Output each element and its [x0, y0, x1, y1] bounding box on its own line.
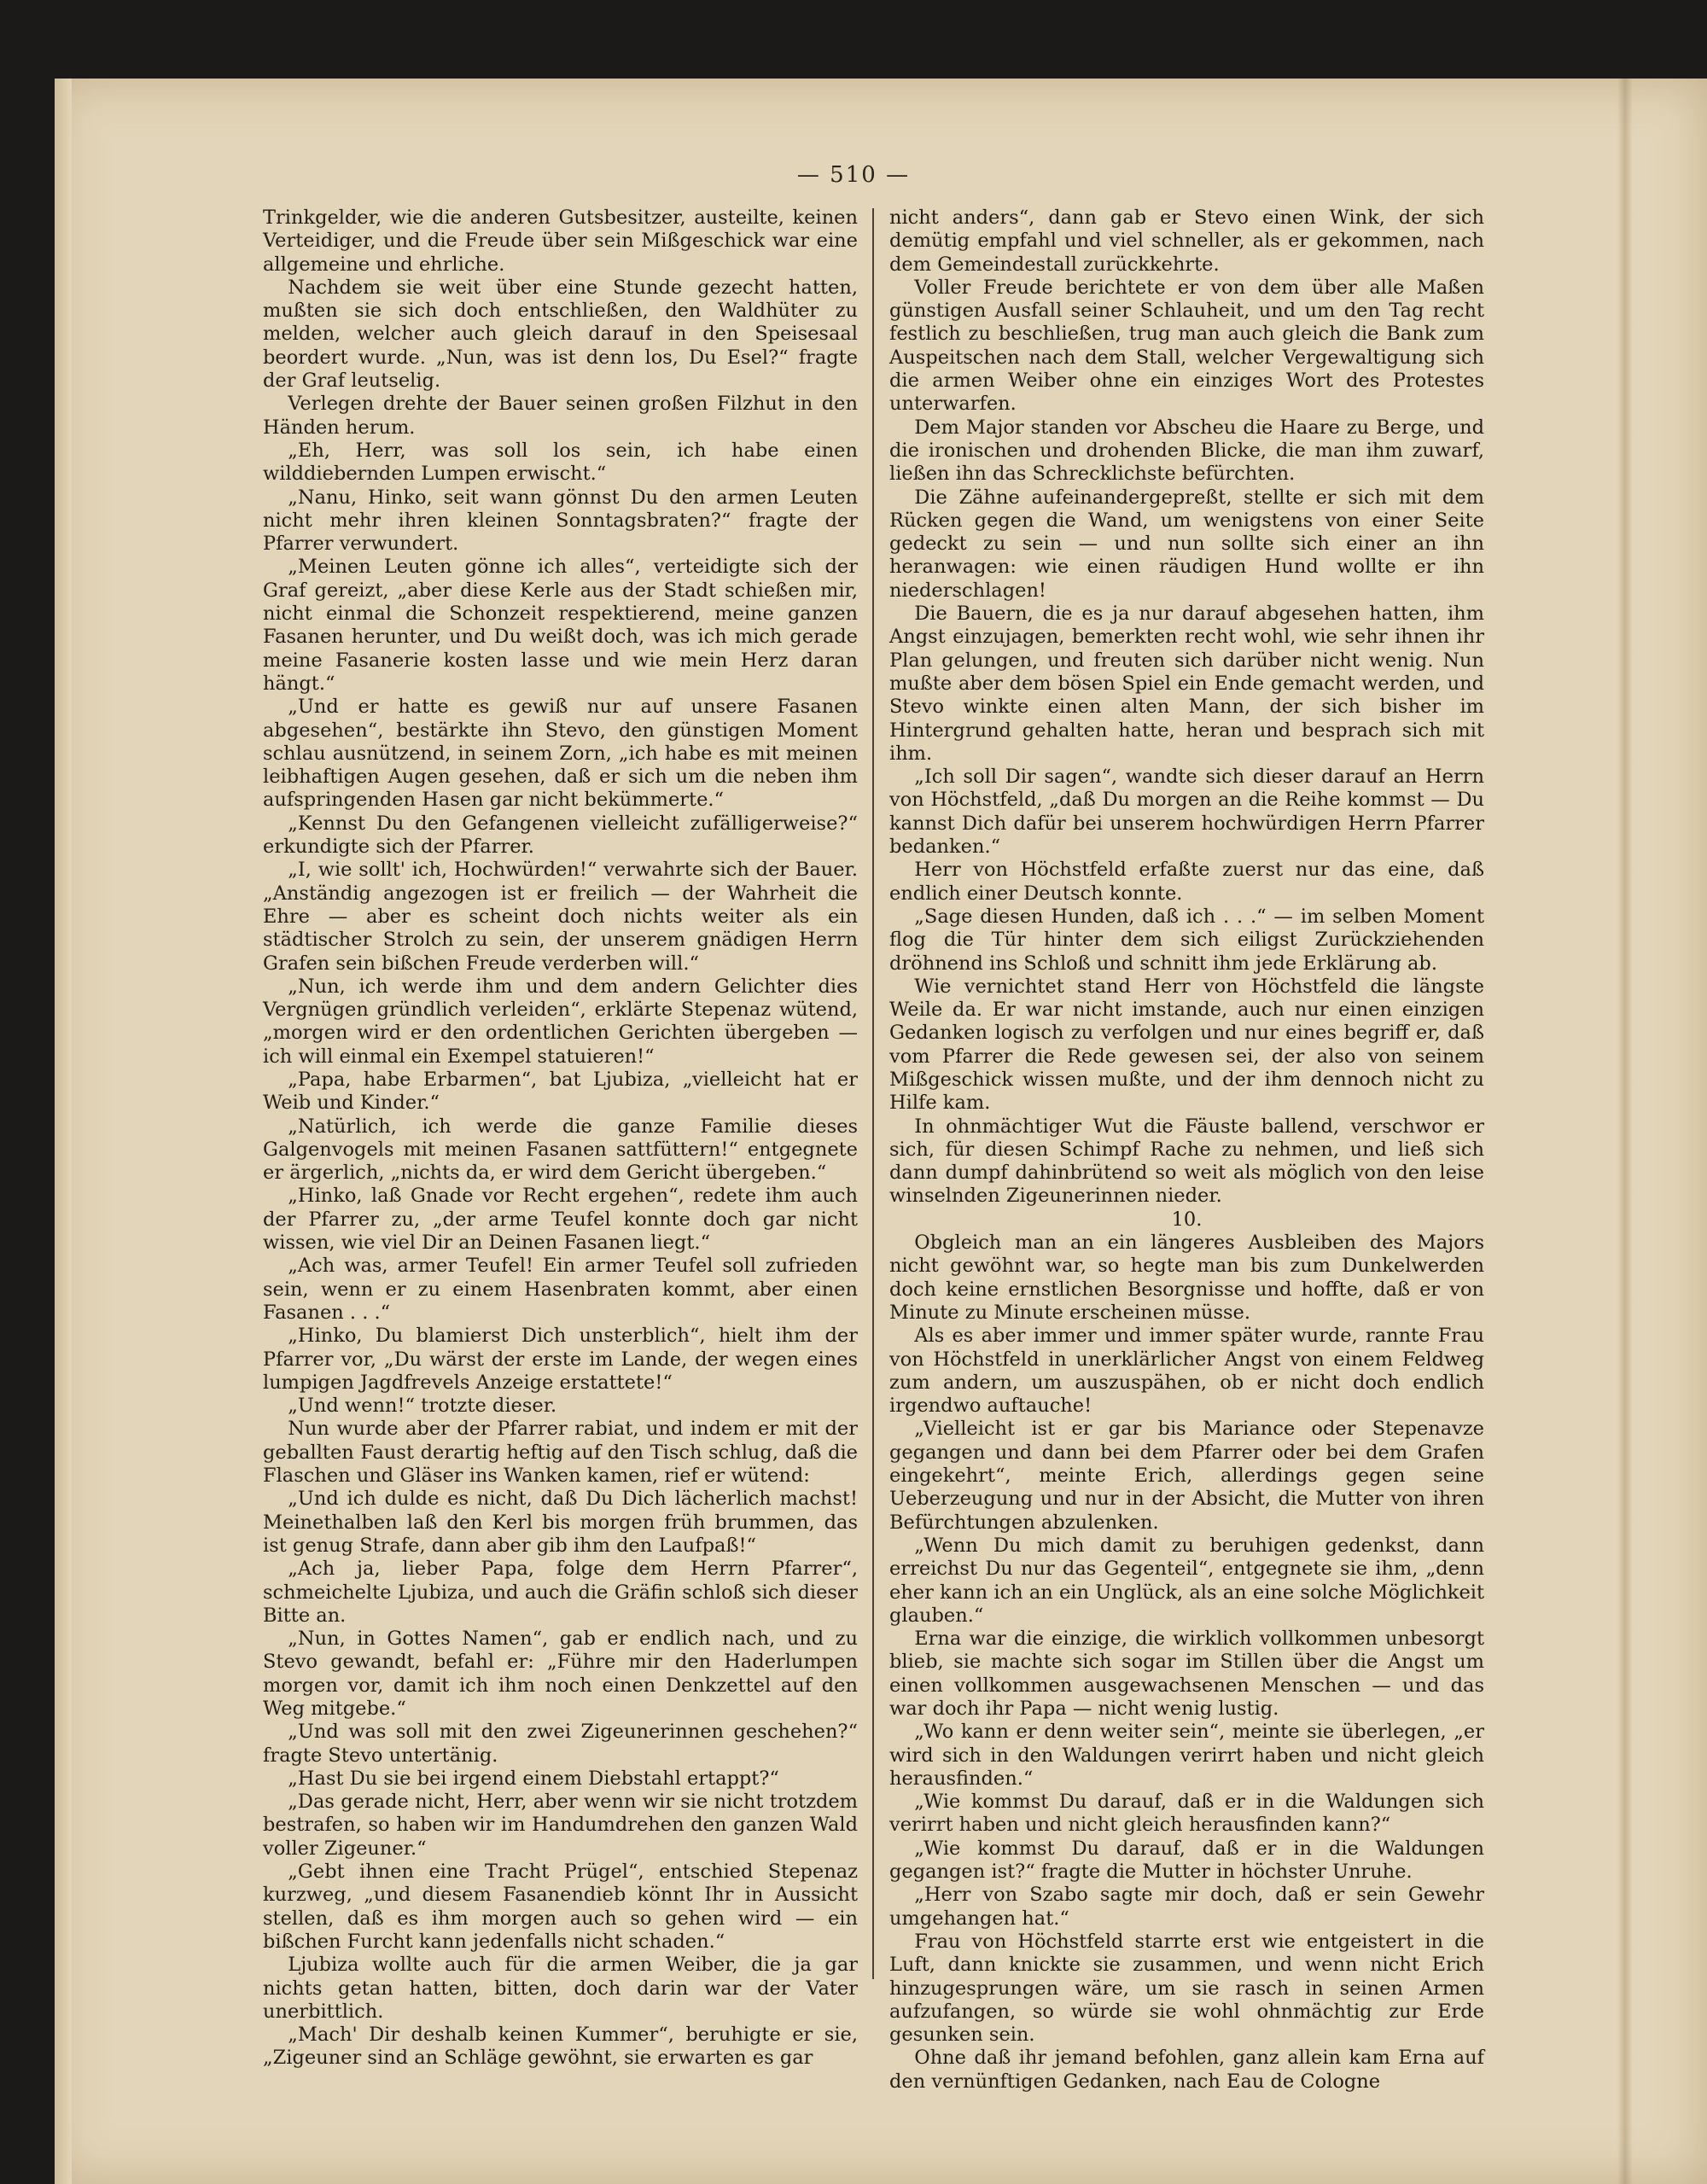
page-fold-crease	[1617, 79, 1633, 2184]
paragraph: „Und er hatte es gewiß nur auf unsere Fasanen abgesehen“, bestärkte ihn Stevo, den günstigen Moment schlau ausnützend, in seinem Zorn, „ich habe es mit meinen leibhaftigen Augen gesehen, daß er sich um die neben ihm aufspringenden Hasen gar nicht bekümmerte.“	[263, 696, 858, 812]
right-text-column	[889, 207, 1484, 2093]
paragraph: „Vielleicht ist er gar bis Mariance oder Stepenavze gegangen und dann bei dem Pfarrer oder bei dem Grafen eingekehrt“, meinte Erich, allerdings gegen seine Ueberzeugung und nur in der Absicht, die Mutter von ihren Befürchtungen abzulenken.	[889, 1418, 1484, 1534]
paragraph: „Sage diesen Hunden, daß ich . . .“ — im selben Moment flog die Tür hinter dem sich eiligst Zurückziehenden dröhnend ins Schloß und schnitt ihm jede Erklärung ab.	[889, 905, 1484, 975]
paragraph: Nachdem sie weit über eine Stunde gezecht hatten, mußten sie sich doch entschließen, den Waldhüter zu melden, welcher auch gleich darauf in den Speisesaal beordert wurde. „Nun, was ist denn los, Du Esel?“ fragte der Graf leutselig.	[263, 276, 858, 393]
paragraph: „Nun, ich werde ihm und dem andern Gelichter dies Vergnügen gründlich verleiden“, erklärte Stepenaz wütend, „morgen wird er den ordentlichen Gerichten übergeben — ich will einmal ein Exempel statuieren!“	[263, 975, 858, 1068]
paragraph: Als es aber immer und immer später wurde, rannte Frau von Höchstfeld in unerklärlicher Angst von einem Feldweg zum andern, um auszuspähen, ob er nicht doch endlich irgendwo auftauche!	[889, 1325, 1484, 1418]
paragraph: „Das gerade nicht, Herr, aber wenn wir sie nicht trotzdem bestrafen, so haben wir im Handumdrehen den ganzen Wald voller Zigeuner.“	[263, 1791, 858, 1860]
torn-paper-edge	[55, 79, 72, 2184]
paragraph: „Natürlich, ich werde die ganze Familie dieses Galgenvogels mit meinen Fasanen sattfüttern!“ entgegnete er ärgerlich, „nichts da, er wird dem Gericht übergeben.“	[263, 1115, 858, 1185]
paragraph: „Eh, Herr, was soll los sein, ich habe einen wilddiebernden Lumpen erwischt.“	[263, 439, 858, 486]
paragraph: Verlegen drehte der Bauer seinen großen Filzhut in den Händen herum.	[263, 393, 858, 439]
paragraph: Herr von Höchstfeld erfaßte zuerst nur das eine, daß endlich einer Deutsch konnte.	[889, 859, 1484, 905]
paragraph: „Papa, habe Erbarmen“, bat Ljubiza, „vielleicht hat er Weib und Kinder.“	[263, 1068, 858, 1115]
paragraph: „Hast Du sie bei irgend einem Diebstahl ertappt?“	[288, 1767, 779, 1790]
paragraph: „Gebt ihnen eine Tracht Prügel“, entschied Stepenaz kurzweg, „und diesem Fasanendieb könnt Ihr in Aussicht stellen, daß es ihm morgen auch so gehen wird — ein bißchen Furcht kann jedenfalls nicht schaden.“	[263, 1861, 858, 1953]
paragraph: „Meinen Leuten gönne ich alles“, verteidigte sich der Graf gereizt, „aber diese Kerle aus der Stadt schießen mir, nicht einmal die Schonzeit respektierend, meine ganzen Fasanen herunter, und Du weißt doch, was ich mich gerade meine Fasanerie kosten lasse und wie mein Herz daran hängt.“	[263, 556, 858, 695]
paragraph: „Nanu, Hinko, seit wann gönnst Du den armen Leuten nicht mehr ihren kleinen Sonntagsbraten?“ fragte der Pfarrer verwundert.	[263, 486, 858, 556]
paragraph: „Hinko, Du blamierst Dich unsterblich“, hielt ihm der Pfarrer vor, „Du wärst der erste im Lande, der wegen eines lumpigen Jagdfrevels Anzeige erstattete!“	[263, 1325, 858, 1394]
page-number: — 510 —	[796, 162, 911, 188]
paragraph: „Ich soll Dir sagen“, wandte sich dieser darauf an Herrn von Höchstfeld, „daß Du morgen an die Reihe kommst — Du kannst Dich dafür bei unserem hochwürdigen Herrn Pfarrer bedanken.“	[889, 766, 1484, 859]
paragraph: Dem Major standen vor Abscheu die Haare zu Berge, und die ironischen und drohenden Blicke, die man ihm zuwarf, ließen ihn das Schrecklichste befürchten.	[889, 416, 1484, 486]
paragraph: Frau von Höchstfeld starrte erst wie entgeistert in die Luft, dann knickte sie zusammen, und wenn nicht Erich hinzugesprungen wäre, um sie rasch in seinen Armen aufzufangen, so würde sie wohl ohnmächtig zur Erde gesunken sein.	[889, 1930, 1484, 2047]
paragraph: Nun wurde aber der Pfarrer rabiat, und indem er mit der geballten Faust derartig heftig auf den Tisch schlug, daß die Flaschen und Gläser ins Wanken kamen, rief er wütend:	[263, 1418, 858, 1488]
left-text-column	[263, 207, 858, 2070]
paragraph: „Ach ja, lieber Papa, folge dem Herrn Pfarrer“, schmeichelte Ljubiza, und auch die Gräfin schloß sich dieser Bitte an.	[263, 1558, 858, 1627]
paragraph: „Und ich dulde es nicht, daß Du Dich lächerlich machst! Meinethalben laß den Kerl bis morgen früh brummen, das ist genug Strafe, dann aber gib ihm den Laufpaß!“	[263, 1488, 858, 1557]
paragraph: „Und wenn!“ trotzte dieser.	[288, 1395, 557, 1418]
paragraph: „Mach' Dir deshalb keinen Kummer“, beruhigte er sie, „Zigeuner sind an Schläge gewöhnt, sie erwarten es gar	[263, 2024, 858, 2070]
section-number: 10.	[1171, 1208, 1203, 1231]
paragraph: Trinkgelder, wie die anderen Gutsbesitzer, austeilte, keinen Verteidiger, und die Freude über sein Mißgeschick war eine allgemeine und ehrliche.	[263, 207, 858, 276]
paragraph: Die Bauern, die es ja nur darauf abgesehen hatten, ihm Angst einzujagen, bemerkten recht wohl, wie sehr ihnen ihr Plan gelungen, und freuten sich darüber nicht wenig. Nun mußte aber dem bösen Spiel ein Ende gemacht werden, und Stevo winkte einen alten Mann, der sich bisher im Hintergrund gehalten hatte, heran und besprach sich mit ihm.	[889, 603, 1484, 765]
paragraph: nicht anders“, dann gab er Stevo einen Wink, der sich demütig empfahl und viel schneller, als er gekommen, nach dem Gemeindestall zurückkehrte.	[889, 207, 1484, 276]
paragraph: „I, wie sollt' ich, Hochwürden!“ verwahrte sich der Bauer. „Anständig angezogen ist er freilich — der Wahrheit die Ehre — aber es scheint doch nichts weiter als ein städtischer Strolch zu sein, der unserem gnädigen Herrn Grafen sein bißchen Freude verderben will.“	[263, 859, 858, 975]
paragraph: Die Zähne aufeinandergepreßt, stellte er sich mit dem Rücken gegen die Wand, um wenigstens von einer Seite gedeckt zu sein — und nun sollte sich einer an ihn heranwagen: wie einen räudigen Hund wollte er ihn niederschlagen!	[889, 486, 1484, 602]
paragraph: Ljubiza wollte auch für die armen Weiber, die ja gar nichts getan hatten, bitten, doch darin war der Vater unerbittlich.	[263, 1954, 858, 2023]
paragraph: „Und was soll mit den zwei Zigeunerinnen geschehen?“ fragte Stevo untertänig.	[263, 1721, 858, 1767]
paragraph: In ohnmächtiger Wut die Fäuste ballend, verschwor er sich, für diesen Schimpf Rache zu nehmen, und ließ sich dann dumpf dahinbrütend so weit als möglich von den leise winselnden Zigeunerinnen nieder.	[889, 1115, 1484, 1208]
paragraph: „Kennst Du den Gefangenen vielleicht zufälligerweise?“ erkundigte sich der Pfarrer.	[263, 812, 858, 859]
paragraph: „Ach was, armer Teufel! Ein armer Teufel soll zufrieden sein, wenn er zu einem Hasenbraten kommt, aber einen Fasanen . . .“	[263, 1255, 858, 1324]
paragraph: „Herr von Szabo sagte mir doch, daß er sein Gewehr umgehangen hat.“	[889, 1884, 1484, 1930]
paragraph: „Wenn Du mich damit zu beruhigen gedenkst, dann erreichst Du nur das Gegenteil“, entgegnete sie ihm, „denn eher kann ich an ein Unglück, als an eine solche Möglichkeit glauben.“	[889, 1534, 1484, 1627]
paragraph: „Hinko, laß Gnade vor Recht ergehen“, redete ihm auch der Pfarrer zu, „der arme Teufel konnte doch gar nicht wissen, wie viel Dir an Deinen Fasanen liegt.“	[263, 1185, 858, 1255]
paragraph: „Wie kommst Du darauf, daß er in die Waldungen sich verirrt haben und nicht gleich herausfinden kann?“	[889, 1791, 1484, 1837]
paragraph: Ohne daß ihr jemand befohlen, ganz allein kam Erna auf den vernünftigen Gedanken, nach Eau de Cologne	[889, 2047, 1484, 2093]
paragraph: Voller Freude berichtete er von dem über alle Maßen günstigen Ausfall seiner Schlauheit, und um den Tag recht festlich zu beschließen, trug man auch gleich die Bank zum Auspeitschen nach dem Stall, welcher Vergewaltigung sich die armen Weiber ohne ein einziges Wort des Protestes unterwarfen.	[889, 276, 1484, 416]
paragraph: „Nun, in Gottes Namen“, gab er endlich nach, und zu Stevo gewandt, befahl er: „Führe mir den Haderlumpen morgen vor, damit ich ihm noch einen Denkzettel auf den Weg mitgebe.“	[263, 1628, 858, 1720]
paragraph: Wie vernichtet stand Herr von Höchstfeld die längste Weile da. Er war nicht imstande, auch nur einen einzigen Gedanken logisch zu verfolgen und nur eines begriff er, daß vom Pfarrer die Rede gewesen sei, der also von seinem Mißgeschick wissen mußte, und der ihm dennoch nicht zu Hilfe kam.	[889, 975, 1484, 1115]
column-divider	[872, 208, 874, 1979]
paragraph: Obgleich man an ein längeres Ausbleiben des Majors nicht gewöhnt war, so hegte man bis zum Dunkelwerden doch keine ernstlichen Besorgnisse und hoffte, daß er von Minute zu Minute erscheinen müsse.	[889, 1232, 1484, 1324]
paragraph: Erna war die einzige, die wirklich vollkommen unbesorgt blieb, sie machte sich sogar im Stillen über die Angst um einen vollkommen ausgewachsenen Menschen — und das war doch ihr Papa — nicht wenig lustig.	[889, 1628, 1484, 1720]
paragraph: „Wo kann er denn weiter sein“, meinte sie überlegen, „er wird sich in den Waldungen verirrt haben und nicht gleich herausfinden.“	[889, 1721, 1484, 1790]
paragraph: „Wie kommst Du darauf, daß er in die Waldungen gegangen ist?“ fragte die Mutter in höchster Unruhe.	[889, 1837, 1484, 1884]
